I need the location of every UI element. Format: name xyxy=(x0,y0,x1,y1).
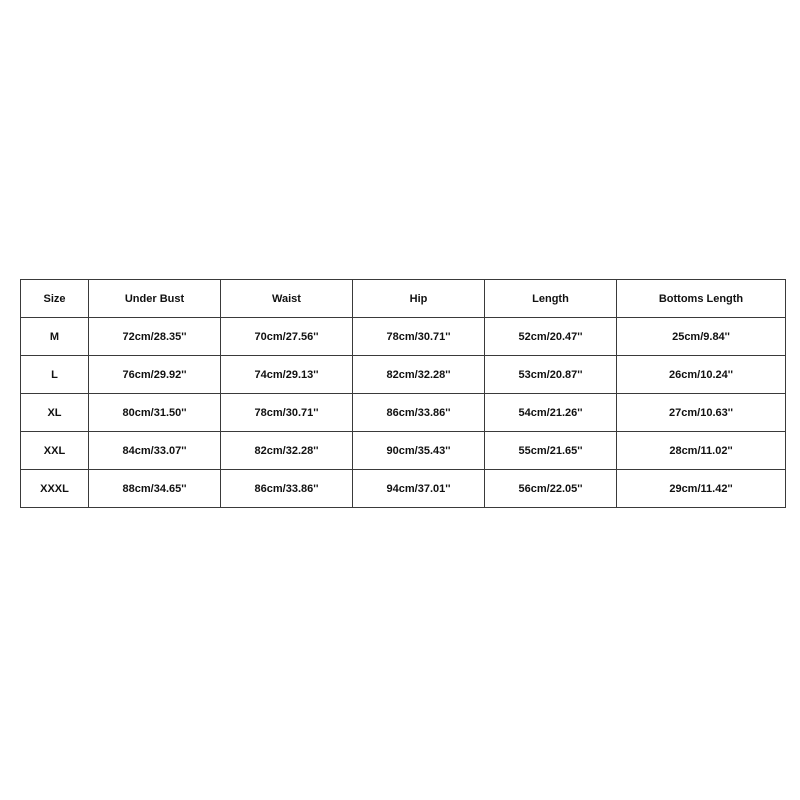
cell-length: 55cm/21.65'' xyxy=(485,432,617,470)
table-row xyxy=(21,470,786,508)
cell-bottoms-length: 27cm/10.63'' xyxy=(617,394,786,432)
table-row xyxy=(21,432,786,470)
cell-hip: 86cm/33.86'' xyxy=(353,394,485,432)
table-row xyxy=(21,394,786,432)
cell-under-bust: 80cm/31.50'' xyxy=(89,394,221,432)
header-size: Size xyxy=(21,280,89,318)
header-waist: Waist xyxy=(221,280,353,318)
cell-hip: 78cm/30.71'' xyxy=(353,318,485,356)
cell-hip: 90cm/35.43'' xyxy=(353,432,485,470)
table-row xyxy=(21,356,786,394)
cell-bottoms-length: 28cm/11.02'' xyxy=(617,432,786,470)
cell-size: XXL xyxy=(21,432,89,470)
cell-size: XXXL xyxy=(21,470,89,508)
cell-hip: 94cm/37.01'' xyxy=(353,470,485,508)
size-chart-table xyxy=(20,279,786,508)
cell-waist: 86cm/33.86'' xyxy=(221,470,353,508)
cell-under-bust: 72cm/28.35'' xyxy=(89,318,221,356)
header-hip: Hip xyxy=(353,280,485,318)
cell-under-bust: 84cm/33.07'' xyxy=(89,432,221,470)
cell-length: 54cm/21.26'' xyxy=(485,394,617,432)
table-row xyxy=(21,318,786,356)
cell-size: L xyxy=(21,356,89,394)
cell-size: M xyxy=(21,318,89,356)
cell-bottoms-length: 26cm/10.24'' xyxy=(617,356,786,394)
cell-waist: 70cm/27.56'' xyxy=(221,318,353,356)
header-under-bust: Under Bust xyxy=(89,280,221,318)
cell-bottoms-length: 29cm/11.42'' xyxy=(617,470,786,508)
cell-under-bust: 88cm/34.65'' xyxy=(89,470,221,508)
cell-length: 56cm/22.05'' xyxy=(485,470,617,508)
cell-length: 52cm/20.47'' xyxy=(485,318,617,356)
cell-waist: 78cm/30.71'' xyxy=(221,394,353,432)
cell-bottoms-length: 25cm/9.84'' xyxy=(617,318,786,356)
cell-under-bust: 76cm/29.92'' xyxy=(89,356,221,394)
header-length: Length xyxy=(485,280,617,318)
cell-waist: 82cm/32.28'' xyxy=(221,432,353,470)
header-bottoms-length: Bottoms Length xyxy=(617,280,786,318)
cell-length: 53cm/20.87'' xyxy=(485,356,617,394)
cell-hip: 82cm/32.28'' xyxy=(353,356,485,394)
table-header-row xyxy=(21,280,786,318)
cell-waist: 74cm/29.13'' xyxy=(221,356,353,394)
cell-size: XL xyxy=(21,394,89,432)
